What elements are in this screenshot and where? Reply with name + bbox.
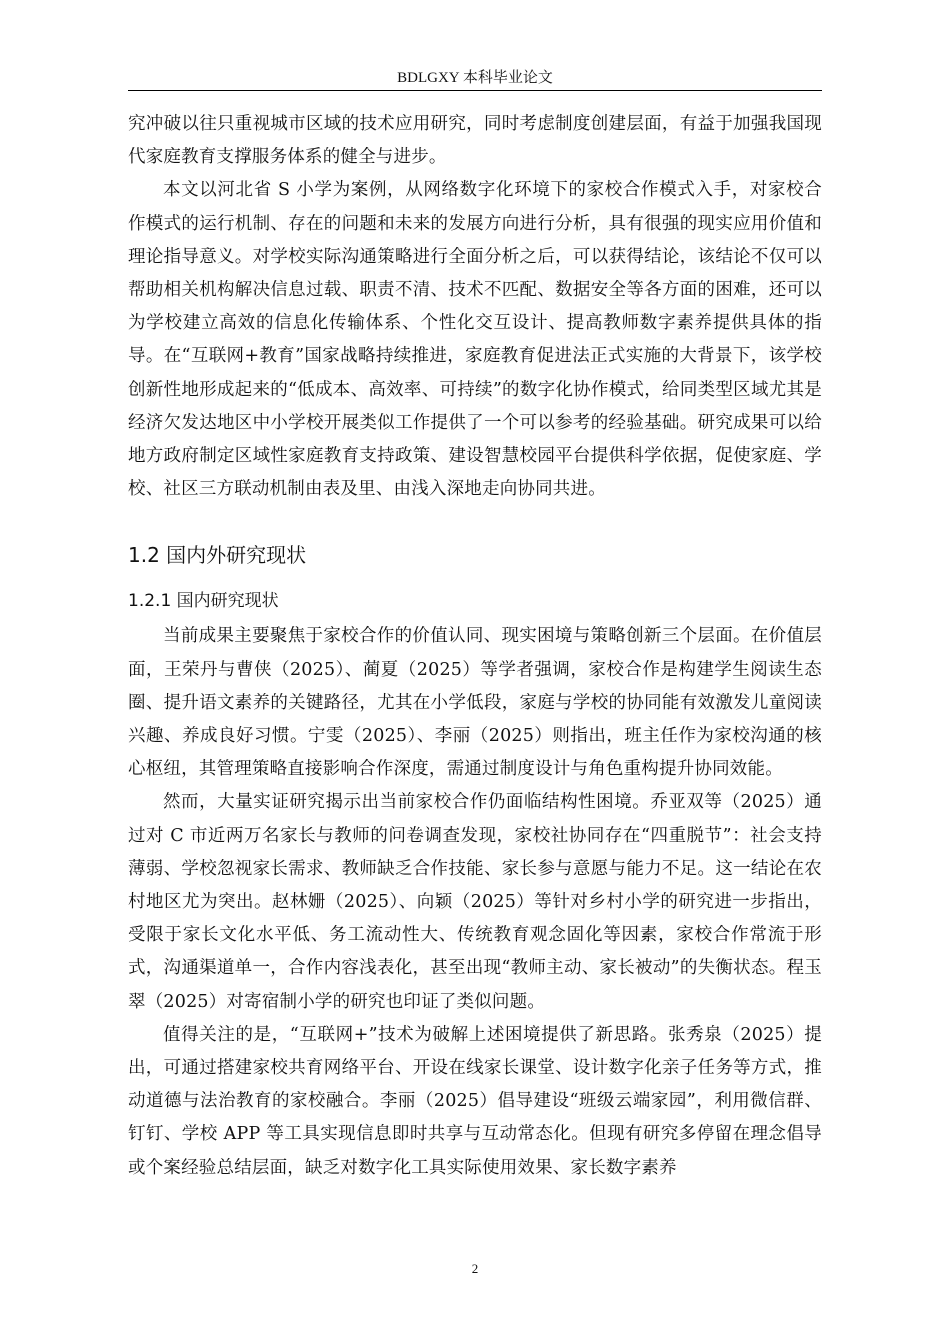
section-heading: 1.2 国内外研究现状	[128, 543, 307, 568]
paragraph-internet-plus: 值得关注的是，“互联网+”技术为破解上述困境提供了新思路。张秀泉（2025）提出，可通过搭建家校共育网络平台、开设在线家长课堂、设计数字化亲子任务等方式，推动道德与法治教育的家校融合。李丽（2025）倡导建设“班级云端家园”，利用微信群、钉钉、学校 APP 等工具实现信息即时共享与互动常态化。但现有研究多停留在理念倡导或个案经验总结层面，缺乏对数字化工具实际使用效果、家长数字素养	[128, 1024, 822, 1178]
paragraph-value-level: 当前成果主要聚焦于家校合作的价值认同、现实困境与策略创新三个层面。在价值层面，王荣丹与曹侠（2025）、蔺夏（2025）等学者强调，家校合作是构建学生阅读生态圈、提升语文素养的关键路径，尤其在小学低段，家庭与学校的协同能有效激发儿童阅读兴趣、养成良好习惯。宁雯（2025）、李丽（2025）则指出，班主任作为家校沟通的核心枢纽，其管理策略直接影响合作深度，需通过制度设计与角色重构提升协同效能。	[128, 626, 822, 780]
subsection-heading: 1.2.1 国内研究现状	[128, 591, 279, 612]
document-body	[128, 108, 822, 1185]
paragraph-continuation: 究冲破以往只重视城市区域的技术应用研究，同时考虑制度创建层面，有益于加强我国现代家庭教育支撑服务体系的健全与进步。	[128, 114, 822, 168]
page-header: BDLGXY 本科毕业论文	[128, 66, 822, 91]
page-number: 2	[471, 1261, 479, 1276]
paragraph-research-significance: 本文以河北省 S 小学为案例，从网络数字化环境下的家校合作模式入手，对家校合作模式的运行机制、存在的问题和未来的发展方向进行分析，具有很强的现实应用价值和理论指导意义。对学校实际沟通策略进行全面分析之后，可以获得结论，该结论不仅可以帮助相关机构解决信息过载、职责不清、技术不匹配、数据安全等各方面的困难，还可以为学校建立高效的信息化传输体系、个性化交互设计、提高教师数字素养提供具体的指导。在“互联网+教育”国家战略持续推进，家庭教育促进法正式实施的大背景下，该学校创新性地形成起来的“低成本、高效率、可持续”的数字化协作模式，给同类型区域尤其是经济欠发达地区中小学校开展类似工作提供了一个可以参考的经验基础。研究成果可以给地方政府制定区域性家庭教育支持政策、建设智慧校园平台提供科学依据，促使家庭、学校、社区三方联动机制由表及里、由浅入深地走向协同共进。	[128, 180, 822, 500]
paragraph-structural-dilemma: 然而，大量实证研究揭示出当前家校合作仍面临结构性困境。乔亚双等（2025）通过对 C 市近两万名家长与教师的问卷调查发现，家校社协同存在“四重脱节”：社会支持薄弱、学校忽视家长需求、教师缺乏合作技能、家长参与意愿与能力不足。这一结论在农村地区尤为突出。赵林姗（2025）、向颖（2025）等针对乡村小学的研究进一步指出，受限于家长文化水平低、务工流动性大、传统教育观念固化等因素，家校合作常流于形式，沟通渠道单一，合作内容浅表化，甚至出现“教师主动、家长被动”的失衡状态。程玉翠（2025）对寄宿制小学的研究也印证了类似问题。	[128, 792, 822, 1012]
